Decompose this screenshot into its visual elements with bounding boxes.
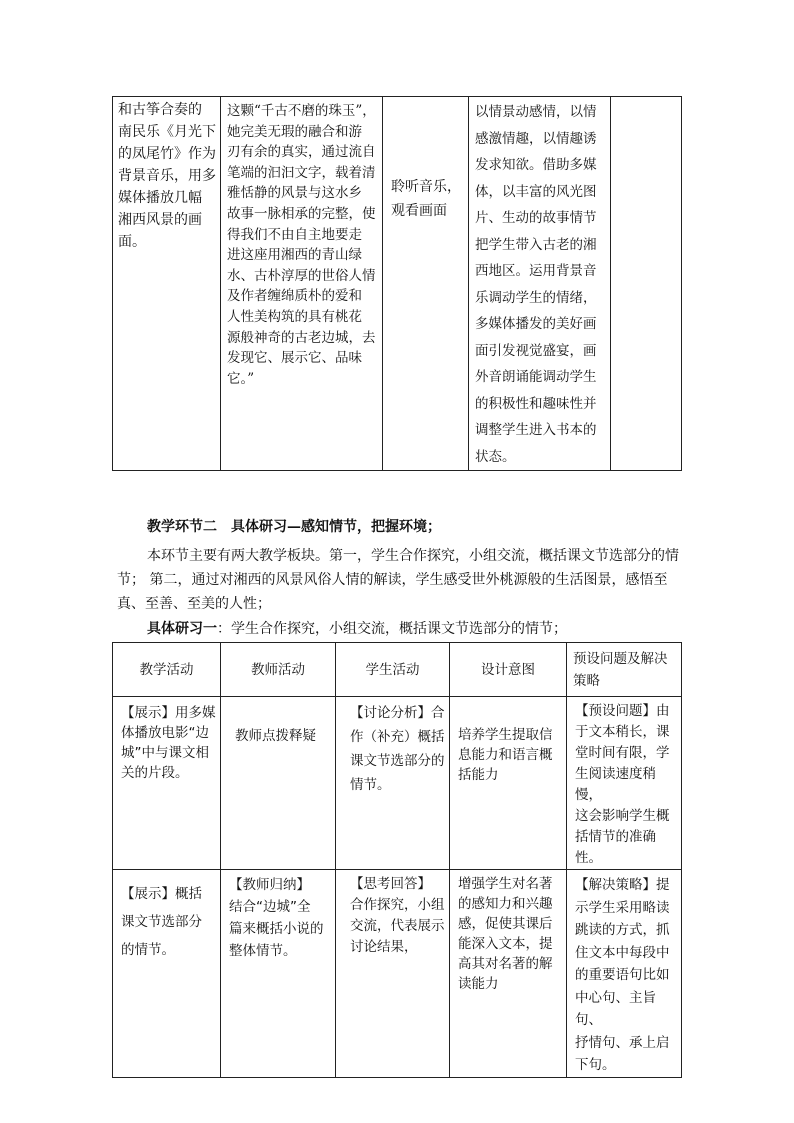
sub-heading-bold: 具体研习一	[147, 621, 217, 637]
sub-heading	[147, 618, 567, 638]
column-header: 设计意图	[450, 643, 567, 697]
sub-heading-text: ：学生合作探究，小组交流，概括课文节选部分的情节；	[217, 621, 567, 637]
column-header: 学生活动	[336, 643, 450, 697]
table-cell	[450, 697, 567, 870]
cell-text: 【展示】用多媒 体播放电影“边 城”中与课文相 关的片段。	[121, 705, 216, 781]
table-cell	[221, 870, 336, 1078]
column-header: 预设问题及解决 策略	[567, 643, 682, 697]
table-cell	[567, 697, 682, 870]
cell-text: 【展示】概括 课文节选部分 的情节。	[121, 886, 202, 958]
table-cell	[113, 97, 221, 471]
teaching-activity-text: 和古筝合奏的 南民乐《月光下 的凤尾竹》作为 背景音乐，用多 媒体播放几幅 湘西风景的画 面。	[118, 102, 216, 250]
section-heading: 教学环节二 具体研习—感知情节，把握环境；	[147, 519, 441, 535]
student-activity-text: 聆听音乐， 观看画面	[391, 179, 461, 219]
section-paragraph: 本环节主要有两大教学板块。第一，学生合作探究，小组交流，概括课文节选部分的情节； 第二，通过对湘西的风景风俗人情的解读，学生感受世外桃源般的生活图景，感悟至真、至善、至美的人性；	[117, 548, 679, 612]
table-cell	[221, 697, 336, 870]
cell-text: 增强学生对名著 的感知力和兴趣 感，促使其课后 能深入文本，提 高其对名著的解 读能力	[458, 876, 553, 992]
design-intent-text: 以情景动感情，以情 感激情趣，以情趣诱 发求知欲。借助多媒 体，以丰富的风光图 片、生动的故事情节 把学生带入古老的湘 西地区。运用背景音 乐调动学生的情绪， 多媒体播发的美好画 面引发视觉盛宴，画 外音朗诵能调动学生 的积极性和趣味性并 调整学生进入书本的 状态。	[475, 104, 597, 465]
cell-text: 【讨论分析】合 作（补充）概括 课文节选部分的 情节。	[350, 705, 445, 793]
table-cell	[336, 697, 450, 870]
cell-text: 教师点拨释疑	[235, 728, 316, 744]
teacher-activity-text: 这颗“千古不磨的珠玉”， 她完美无瑕的融合和游 刃有余的真实，通过流自 笔端的汩汩文字，载着清 雅恬静的风景与这水乡 故事一脉相承的完整，使 得我们不由自主地要走 进这座用湘西的青山绿 水、古朴淳厚的世俗人情 及作者缠绵质朴的爱和 人性美构筑的具有桃花 源般神奇的古老边城，去 发现它、展示它、品味 它。”	[227, 103, 376, 387]
lesson-table-continued	[112, 96, 682, 471]
table-row	[113, 697, 682, 870]
table-header-row	[113, 643, 682, 697]
table-row	[113, 870, 682, 1078]
table-cell	[336, 870, 450, 1078]
column-header: 教师活动	[221, 643, 336, 697]
table-cell	[113, 697, 221, 870]
cell-text: 【解决策略】提 示学生采用略读 跳读的方式，抓 住文本中每段中 的重要语句比如 中心句、主旨句、 抒情句、承上启 下句。	[575, 877, 670, 1073]
cell-text: 【教师归纳】 结合“边城”全 篇来概括小说的 整体情节。	[229, 877, 324, 959]
column-header: 教学活动	[113, 643, 221, 697]
cell-text: 【预设问题】由 于文本稍长，课 堂时间有限，学 生阅读速度稍慢， 这会影响学生概 括情节的准确性。	[575, 703, 670, 866]
table-cell	[567, 870, 682, 1078]
table-cell	[450, 870, 567, 1078]
table-cell	[113, 870, 221, 1078]
table-cell	[221, 97, 383, 471]
cell-text: 培养学生提取信 息能力和语言概 括能力	[458, 727, 553, 783]
table-cell	[469, 97, 611, 471]
table-cell	[383, 97, 469, 471]
table-cell	[611, 97, 682, 471]
lesson-table	[112, 642, 682, 1078]
cell-text: 【思考回答】 合作探究，小组 交流，代表展示 讨论结果，	[350, 876, 445, 955]
